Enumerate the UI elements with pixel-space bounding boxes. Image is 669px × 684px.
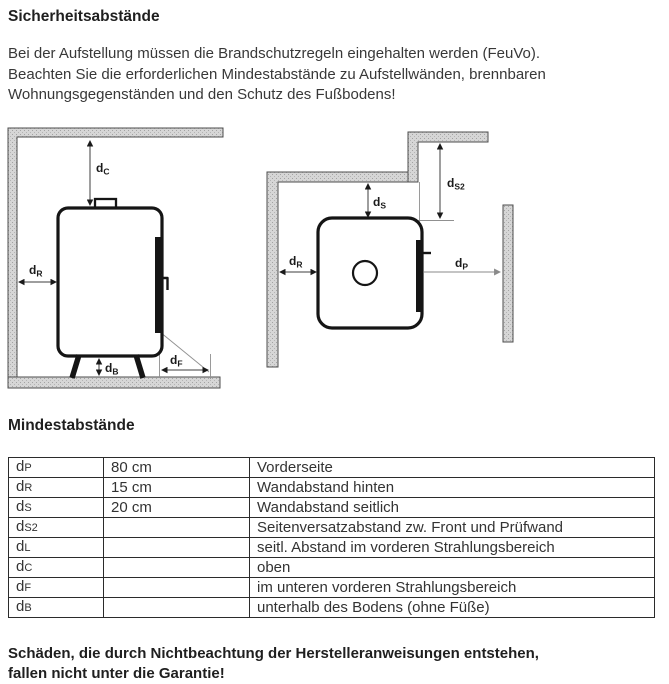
symbol-cell: dC [9, 558, 104, 578]
description-cell: oben [250, 558, 655, 578]
symbol-cell: dS [9, 498, 104, 518]
value-cell: 20 cm [104, 498, 250, 518]
description-cell: im unteren vorderen Strahlungsbereich [250, 578, 655, 598]
description-cell: unterhalb des Bodens (ohne Füße) [250, 598, 655, 618]
table-row [9, 498, 655, 518]
diagram-top-view [267, 132, 513, 367]
value-cell: 80 cm [104, 458, 250, 478]
label-ds: $d_S$ [373, 195, 387, 211]
symbol-cell: dL [9, 538, 104, 558]
table-row [9, 538, 655, 558]
symbol-cell: dP [9, 458, 104, 478]
description-cell: Vorderseite [250, 458, 655, 478]
table-row [9, 578, 655, 598]
label-dr: $d_R$ [29, 263, 43, 279]
warning-line: fallen nicht unter die Garantie! [8, 665, 225, 682]
value-cell [104, 578, 250, 598]
stove-door-side [155, 237, 162, 333]
clearance-diagrams [0, 122, 669, 402]
value-cell [104, 598, 250, 618]
table-row [9, 598, 655, 618]
description-cell: Wandabstand seitlich [250, 498, 655, 518]
table-row [9, 518, 655, 538]
label-df: $d_F$ [170, 353, 183, 369]
stove-leg-back [72, 355, 79, 378]
flue-outlet-circle [353, 261, 377, 285]
intro-paragraph [8, 44, 660, 106]
value-cell [104, 558, 250, 578]
symbol-cell: dB [9, 598, 104, 618]
table-row [9, 458, 655, 478]
description-cell: Seitenversatzabstand zw. Front und Prüfwand [250, 518, 655, 538]
offset-wall [408, 132, 488, 182]
diagram-side-view [8, 128, 223, 388]
warranty-warning [8, 644, 660, 684]
value-cell [104, 538, 250, 558]
page-title: Sicherheitsabstände [8, 8, 160, 25]
value-cell [104, 518, 250, 538]
description-cell: seitl. Abstand im vorderen Strahlungsbereich [250, 538, 655, 558]
intro-line: Bei der Aufstellung müssen die Brandschutzregeln eingehalten werden (FeuVo). [8, 45, 540, 62]
label-ds2: $d_{S2}$ [447, 176, 465, 192]
description-cell: Wandabstand hinten [250, 478, 655, 498]
test-wall [503, 205, 513, 342]
intro-line: Beachten Sie die erforderlichen Mindestabstände zu Aufstellwänden, brennbaren [8, 65, 546, 83]
table-row [9, 558, 655, 578]
value-cell: 15 cm [104, 478, 250, 498]
stove-door-top [416, 240, 423, 312]
floor [8, 377, 220, 388]
warning-line: Schäden, die durch Nichtbeachtung der Herstelleranweisungen entstehen, [8, 645, 539, 662]
table-row [9, 478, 655, 498]
label-dc: $d_C$ [96, 161, 110, 177]
intro-line: Wohnungsgegenständen und den Schutz des Fußbodens! [8, 86, 396, 103]
label-dp: $d_P$ [455, 256, 469, 272]
stove-body-side [58, 208, 162, 356]
table-heading: Mindestabstände [8, 417, 135, 434]
label-dr-top: $d_R$ [289, 254, 303, 270]
symbol-cell: dS2 [9, 518, 104, 538]
symbol-cell: dR [9, 478, 104, 498]
symbol-cell: dF [9, 578, 104, 598]
radiation-diagonal-line [160, 332, 209, 372]
label-db: $d_B$ [105, 361, 119, 377]
min-distances-table [8, 457, 655, 618]
stove-leg-front [136, 355, 143, 378]
